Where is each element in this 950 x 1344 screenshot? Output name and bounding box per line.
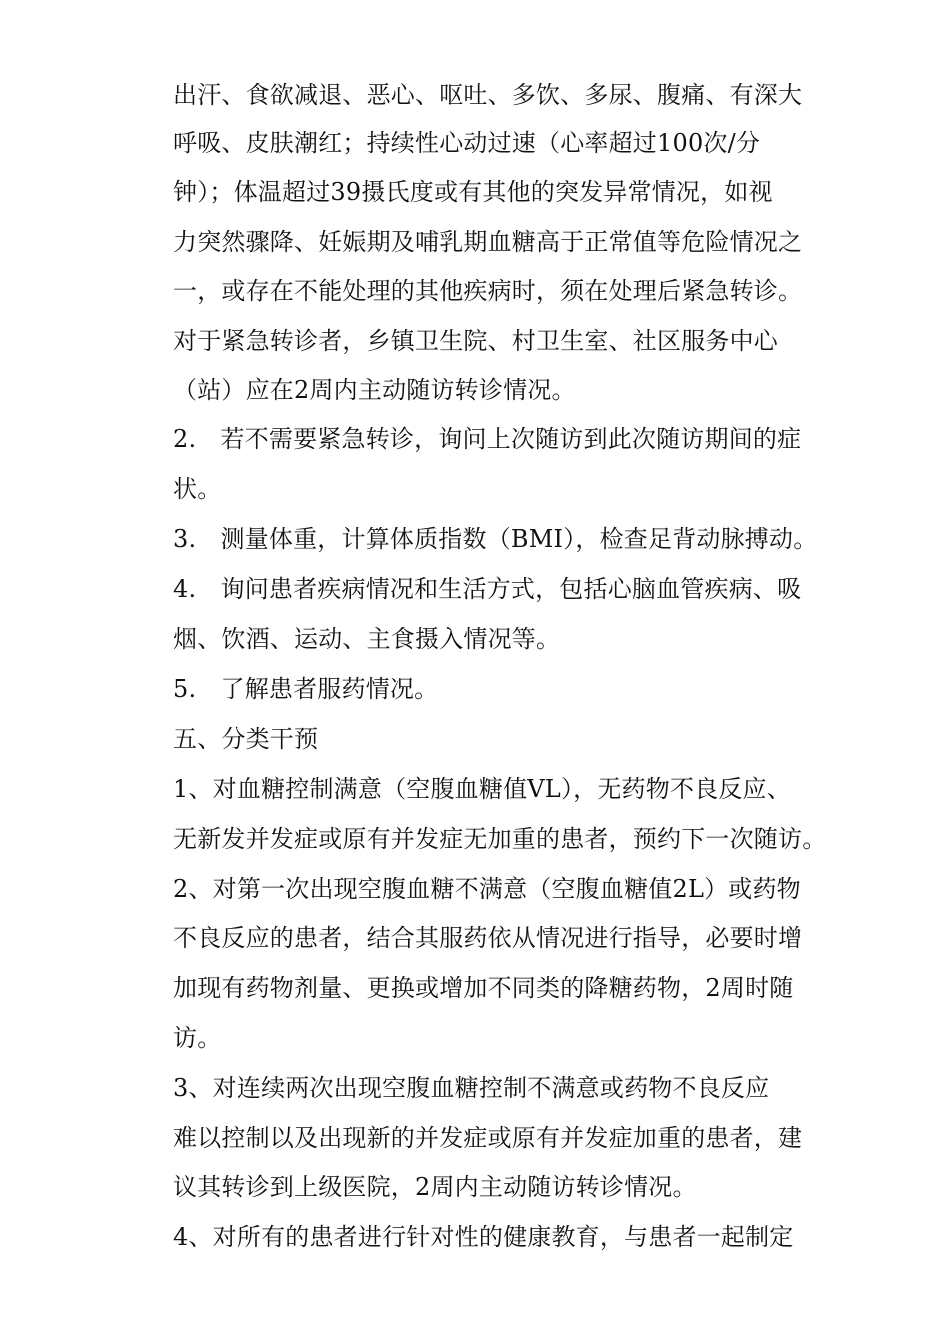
list-item-2: 2. 若不需要紧急转诊，询问上次随访到此次随访期间的症 (173, 425, 802, 453)
list-item-4: 4. 询问患者疾病情况和生活方式，包括心脑血管疾病、吸 (173, 575, 802, 603)
list-item-2-cont: 状。 (173, 475, 222, 503)
list-item-4-cont: 烟、饮酒、运动、主食摄入情况等。 (173, 625, 561, 653)
text-line-6: 对于紧急转诊者，乡镇卫生院、村卫生室、社区服务中心 (173, 327, 778, 355)
text-line-1: 出汗、食欲减退、恶心、呕吐、多饮、多尿、腹痛、有深大 (173, 81, 803, 109)
intervention-3: 3、对连续两次出现空腹血糖控制不满意或药物不良反应 (173, 1074, 770, 1102)
text-line-4: 力突然骤降、妊娠期及哺乳期血糖高于正常值等危险情况之 (173, 228, 803, 256)
text-line-3: 钟）；体温超过39摄氏度或有其他的突发异常情况，如视 (173, 178, 773, 206)
intervention-1-cont: 无新发并发症或原有并发症无加重的患者，预约下一次随访。 (173, 825, 827, 853)
intervention-4: 4、对所有的患者进行针对性的健康教育，与患者一起制定 (173, 1223, 794, 1251)
intervention-2: 2、对第一次出现空腹血糖不满意（空腹血糖值2L）或药物 (173, 875, 801, 903)
list-item-3: 3. 测量体重，计算体质指数（BMI），检查足背动脉搏动。 (173, 525, 818, 553)
text-line-2: 呼吸、皮肤潮红；持续性心动过速（心率超过100次/分 (173, 129, 761, 157)
intervention-3-cont-2: 议其转诊到上级医院，2周内主动随访转诊情况。 (173, 1173, 697, 1201)
intervention-3-cont-1: 难以控制以及出现新的并发症或原有并发症加重的患者，建 (173, 1124, 803, 1152)
text-line-7: （站）应在2周内主动随访转诊情况。 (173, 376, 576, 404)
intervention-2-cont-1: 不良反应的患者，结合其服药依从情况进行指导，必要时增 (173, 924, 803, 952)
text-line-5: 一，或存在不能处理的其他疾病时，须在处理后紧急转诊。 (173, 277, 803, 305)
section-heading: 五、分类干预 (173, 725, 319, 753)
list-item-5: 5. 了解患者服药情况。 (173, 675, 439, 703)
intervention-1: 1、对血糖控制满意（空腹血糖值VL），无药物不良反应、 (173, 775, 791, 803)
intervention-2-cont-2: 加现有药物剂量、更换或增加不同类的降糖药物，2周时随 (173, 974, 794, 1002)
intervention-2-cont-3: 访。 (173, 1024, 222, 1052)
